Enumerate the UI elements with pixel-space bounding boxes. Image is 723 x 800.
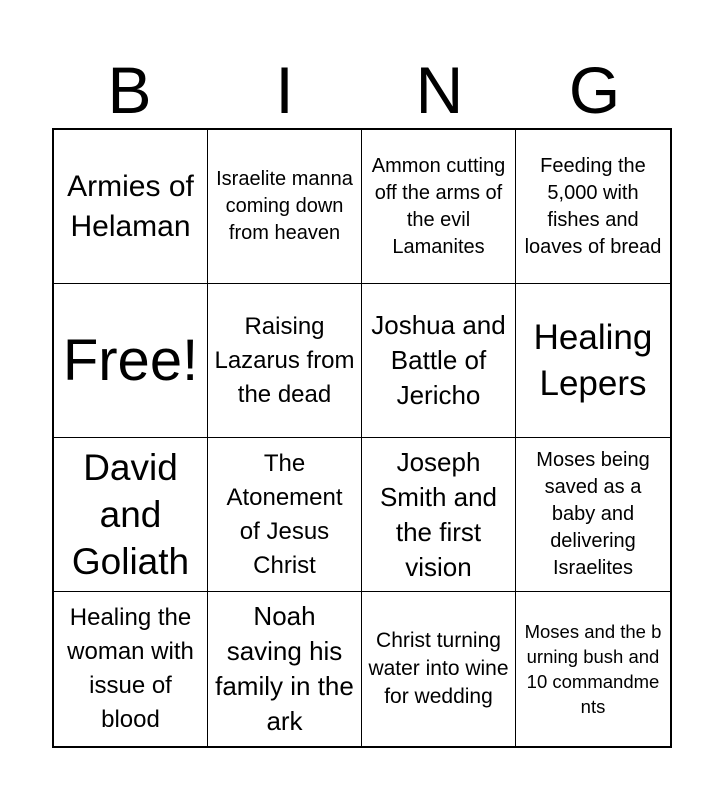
cell-text: Moses and the burning bush and 10 commandments (524, 621, 662, 717)
bingo-cell[interactable] (54, 438, 208, 592)
cell-text: Israelite manna coming down from heaven (216, 168, 353, 244)
header-letter-i: I (275, 53, 294, 127)
free-space-text: Free! (62, 327, 199, 393)
bingo-cell[interactable] (208, 592, 362, 746)
cell-text: Noah saving his family in the ark (215, 601, 354, 736)
bingo-cell[interactable] (208, 130, 362, 284)
bingo-cell[interactable] (54, 130, 208, 284)
cell-text: Feeding the 5,000 with fishes and loaves of bread (524, 154, 662, 258)
cell-text: Joshua and Battle of Jericho (371, 310, 506, 410)
cell-text: Healing the woman with issue of blood (67, 604, 194, 733)
cell-text: Christ turning water into wine for wedding (368, 629, 509, 708)
free-space-cell[interactable] (54, 284, 208, 438)
bingo-header (52, 50, 672, 130)
bingo-cell[interactable] (516, 592, 670, 746)
cell-text: The Atonement of Jesus Christ (226, 449, 343, 579)
bingo-cell[interactable] (362, 130, 516, 284)
cell-text: Ammon cutting off the arms of the evil Lamanites (371, 154, 506, 258)
bingo-cell[interactable] (516, 130, 670, 284)
cell-text: Moses being saved as a baby and delivering Israelites (536, 449, 650, 579)
cell-text: Armies of Helaman (67, 169, 194, 243)
header-letter-g: G (568, 53, 621, 127)
bingo-cell[interactable] (362, 592, 516, 746)
cell-text: Joseph Smith and the first vision (379, 446, 498, 582)
bingo-cell[interactable] (362, 438, 516, 592)
bingo-cell[interactable] (208, 438, 362, 592)
header-letter-n: N (415, 53, 464, 127)
cell-text: Raising Lazarus from the dead (214, 312, 355, 408)
bingo-cell[interactable] (208, 284, 362, 438)
cell-text: David and Goliath (71, 447, 190, 582)
bingo-cell[interactable] (362, 284, 516, 438)
header-letter-b: B (107, 53, 152, 127)
bingo-cell[interactable] (54, 592, 208, 746)
cell-text: Healing Lepers (533, 317, 653, 403)
bingo-cell[interactable] (516, 438, 670, 592)
bingo-cell[interactable] (516, 284, 670, 438)
bingo-board (52, 128, 672, 748)
